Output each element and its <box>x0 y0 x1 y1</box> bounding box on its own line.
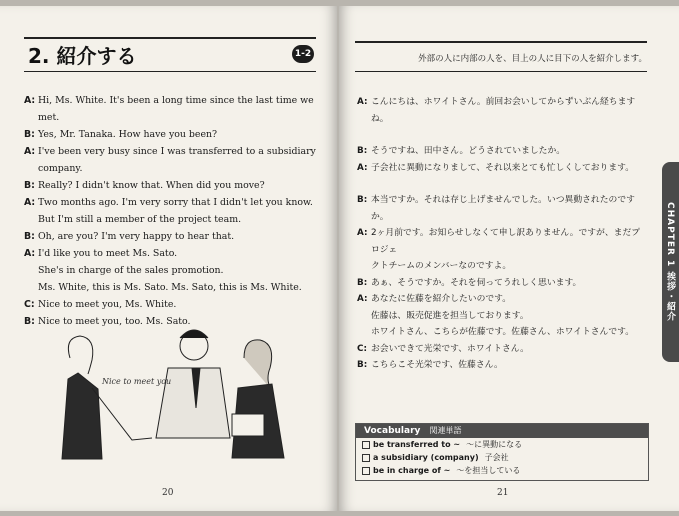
dialogue-line <box>24 245 320 262</box>
speaker-label <box>24 109 38 126</box>
vocabulary-term: a subsidiary (company) <box>373 453 479 462</box>
title-top-rule <box>24 37 316 39</box>
english-dialogue <box>24 92 320 330</box>
dialogue-line <box>357 225 647 258</box>
dialogue-gap <box>357 176 647 192</box>
speaker-label: B: <box>24 180 35 191</box>
woman-right-figure <box>232 340 284 458</box>
dialogue-line <box>24 143 320 160</box>
speaker-label <box>357 308 371 325</box>
vocabulary-header <box>356 424 648 438</box>
audio-track-badge: 1-2 <box>292 45 314 63</box>
dialogue-line <box>357 357 647 374</box>
dialogue-text: Nice to meet you, Ms. White. <box>38 299 177 310</box>
dialogue-text: Hi, Ms. White. It's been a long time since the last time we <box>38 95 314 106</box>
vocabulary-term: be transferred to ~ <box>373 440 461 449</box>
dialogue-line <box>24 177 320 194</box>
dialogue-text: Two months ago. I'm very sorry that I didn't let you know. <box>38 197 313 208</box>
dialogue-text: 2ヶ月前です。お知らせしなくて申し訳ありません。ですが、まだプロジェ <box>371 228 641 255</box>
dialogue-line <box>357 324 647 341</box>
dialogue-text: I'd like you to meet Ms. Sato. <box>38 248 178 259</box>
left-page-number: 20 <box>162 488 174 498</box>
speaker-label: B: <box>357 195 368 205</box>
dialogue-line <box>357 160 647 177</box>
dialogue-text: company. <box>38 163 83 174</box>
title-bottom-rule <box>24 71 316 72</box>
dialogue-line <box>357 94 647 127</box>
speaker-label: A: <box>357 162 368 173</box>
dialogue-line <box>24 92 320 109</box>
speaker-label: A: <box>357 97 368 107</box>
dialogue-text: 本当ですか。それは存じ上げませんでした。いつ異動されたのですか。 <box>371 195 635 222</box>
right-header-rule <box>355 41 647 43</box>
dialogue-text: met. <box>38 112 60 123</box>
speaker-label: B: <box>357 146 368 156</box>
dialogue-text: Oh, are you? I'm very happy to hear that. <box>38 231 235 242</box>
vocabulary-title-jp: 関連単語 <box>429 426 462 435</box>
right-page-number: 21 <box>497 488 509 498</box>
speaker-label <box>24 262 38 279</box>
dialogue-line <box>24 126 320 143</box>
dialogue-text: あなたに佐藤を紹介したいのです。 <box>371 294 512 304</box>
vocabulary-item <box>356 464 648 477</box>
speaker-label: A: <box>24 197 36 208</box>
speaker-label: A: <box>24 146 36 157</box>
dialogue-line <box>24 109 320 126</box>
vocabulary-box <box>355 423 649 481</box>
section-title: 2. 紹介する <box>28 44 137 68</box>
dialogue-text: そうですね、田中さん。どうされていましたか。 <box>371 146 566 156</box>
speaker-label <box>24 279 38 296</box>
dialogue-text: But I'm still a member of the project team. <box>38 214 242 225</box>
dialogue-text: クトチームのメンバーなのですよ。 <box>371 261 512 271</box>
dialogue-text: こちらこそ光栄です、佐藤さん。 <box>371 360 503 370</box>
speaker-label: C: <box>357 343 367 354</box>
vocabulary-list <box>356 438 648 477</box>
dialogue-line <box>24 160 320 177</box>
speaker-label: A: <box>357 294 368 304</box>
speaker-label: B: <box>24 231 35 242</box>
speaker-label: C: <box>24 299 35 310</box>
vocabulary-term: be in charge of ~ <box>373 466 451 475</box>
speaker-label: B: <box>357 277 368 288</box>
speaker-label: A: <box>357 228 368 238</box>
right-page-header: 外部の人に内部の人を、目上の人に目下の人を紹介します。 <box>418 54 647 64</box>
vocabulary-meaning: ～に異動になる <box>466 440 523 449</box>
dialogue-text: Ms. White, this is Ms. Sato. Ms. Sato, this is Ms. White. <box>38 282 302 293</box>
chapter-tab <box>662 162 679 362</box>
dialogue-line <box>357 143 647 160</box>
right-header-bottom-rule <box>355 71 647 72</box>
dialogue-line <box>24 228 320 245</box>
vocabulary-meaning: ～を担当している <box>456 466 521 475</box>
speaker-label: B: <box>24 129 35 140</box>
business-introduction-illustration <box>48 318 310 468</box>
japanese-dialogue <box>357 94 647 374</box>
dialogue-line <box>24 211 320 228</box>
dialogue-line <box>357 341 647 358</box>
dialogue-text: こんにちは、ホワイトさん。前回お会いしてからずいぶん経ちますね。 <box>371 97 636 124</box>
dialogue-line <box>24 194 320 211</box>
dialogue-text: 佐藤は、販売促進を担当しております。 <box>371 310 529 321</box>
dialogue-text: She's in charge of the sales promotion. <box>38 265 224 276</box>
speaker-label: A: <box>24 248 36 259</box>
dialogue-line <box>357 258 647 275</box>
dialogue-text: お会いできて光栄です、ホワイトさん。 <box>371 343 529 354</box>
dialogue-text: ホワイトさん、こちらが佐藤です。佐藤さん、ホワイトさんです。 <box>371 327 635 337</box>
checkbox-icon <box>362 454 370 462</box>
speaker-label: A: <box>24 95 36 106</box>
checkbox-icon <box>362 441 370 449</box>
dialogue-line <box>24 296 320 313</box>
speaker-label: B: <box>357 360 368 370</box>
vocabulary-title: Vocabulary <box>364 426 421 436</box>
dialogue-line <box>357 192 647 225</box>
speaker-label: B: <box>24 316 35 327</box>
woman-left-figure <box>62 336 152 459</box>
dialogue-line <box>24 262 320 279</box>
speaker-label <box>24 160 38 177</box>
vocabulary-item <box>356 451 648 464</box>
dialogue-text: 子会社に異動になりまして、それ以来とても忙しくしております。 <box>371 162 635 173</box>
dialogue-line <box>357 275 647 292</box>
dialogue-text: I've been very busy since I was transferred to a subsidiary <box>38 146 316 157</box>
dialogue-text: あぁ、そうですか。それを伺ってうれしく思います。 <box>371 277 582 288</box>
speaker-label <box>357 324 371 341</box>
checkbox-icon <box>362 467 370 475</box>
dialogue-line <box>24 279 320 296</box>
chapter-tab-label: CHAPTER 1 挨拶・紹介 <box>665 202 675 322</box>
speaker-label <box>357 258 371 275</box>
dialogue-line <box>357 308 647 325</box>
dialogue-text: Yes, Mr. Tanaka. How have you been? <box>38 129 218 140</box>
vocabulary-meaning: 子会社 <box>484 453 509 462</box>
illustration-caption: Nice to meet you <box>102 377 172 386</box>
dialogue-text: Really? I didn't know that. When did you move? <box>38 180 265 191</box>
speaker-label <box>24 211 38 228</box>
dialogue-line <box>357 291 647 308</box>
vocabulary-item <box>356 438 648 451</box>
dialogue-gap <box>357 127 647 143</box>
dialogue-text: Nice to meet you, too. Ms. Sato. <box>38 316 191 327</box>
